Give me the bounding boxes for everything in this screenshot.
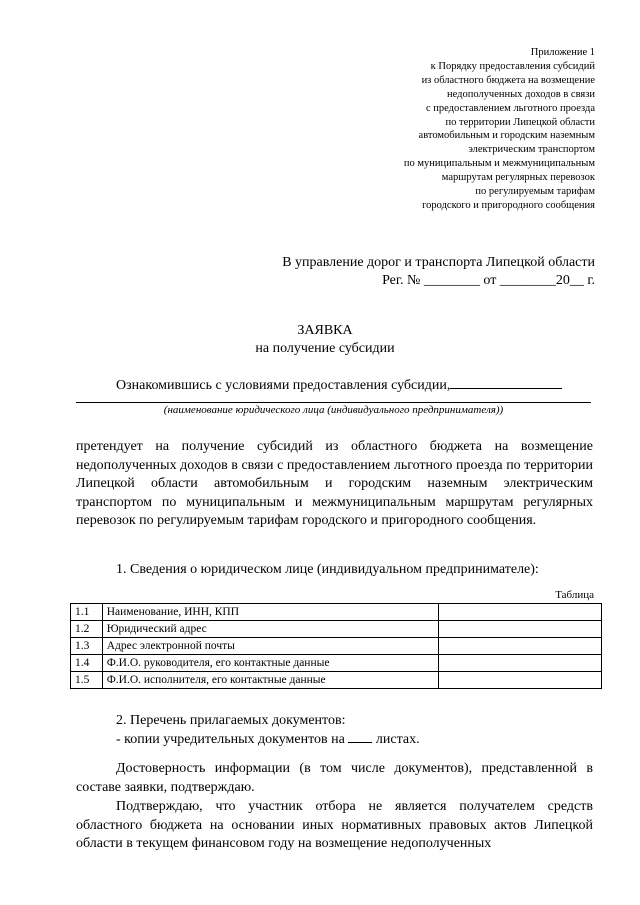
appendix-line: к Порядку предоставления субсидий [430, 60, 595, 72]
recipient-block [282, 254, 595, 290]
title-subtitle: на получение субсидии [255, 341, 395, 356]
row-number: 1.1 [71, 604, 103, 621]
confirmation-paragraph: Достоверность информации (в том числе документов), представленной в составе заявки, подтверждаю. [76, 761, 593, 795]
organization-rule [76, 402, 591, 403]
appendix-line: автомобильным и городским наземным [418, 130, 595, 142]
not-recipient-paragraph: Подтверждаю, что участник отбора не является получателем средств областного бюджета на основании иных нормативных правовых актов Липецкой области в текущем финансовом году на возмещение недополученных [76, 799, 593, 851]
appendix-line: по муниципальным и межмуниципальным [403, 158, 595, 170]
table-label: Таблица [555, 589, 594, 601]
organization-caption: (наименование юридического лица (индивидуального предпринимателя)) [163, 404, 504, 416]
recipient-line: В управление дорог и транспорта Липецкой области [282, 255, 595, 270]
section2-block [116, 712, 420, 749]
acquaint-line [116, 376, 562, 394]
section2-heading: 2. Перечень прилагаемых документов: [116, 713, 346, 728]
table-row [71, 638, 602, 655]
appendix-line: по территории Липецкой области [445, 116, 595, 128]
title-main: ЗАЯВКА [297, 323, 353, 338]
claim-paragraph: претендует на получение субсидий из областного бюджета на возмещение недополученных доходов в связи с предоставлением льготного проезда по территории Липецкой области автомобильным и городским наземным электрическим транспортом по муниципальным и межмуниципальным маршрутам регулярных перевозок по регулируемым тарифам городского и пригородного сообщения. [76, 439, 593, 528]
appendix-line: из областного бюджета на возмещение [421, 74, 595, 86]
row-name: Адрес электронной почты [102, 638, 439, 655]
row-number: 1.2 [71, 621, 103, 638]
appendix-line: маршрутам регулярных перевозок [441, 172, 595, 184]
document-title [60, 322, 590, 358]
row-number: 1.4 [71, 655, 103, 672]
appendix-header [295, 46, 595, 213]
row-value [439, 672, 602, 689]
row-value [439, 621, 602, 638]
row-number: 1.5 [71, 672, 103, 689]
appendix-line: с предоставлением льготного проезда [425, 102, 595, 114]
row-name: Юридический адрес [102, 621, 439, 638]
documents-item [116, 730, 420, 749]
registration-line: Рег. № ________ от ________20__ г. [382, 273, 595, 288]
appendix-line: городского и пригородного сообщения [422, 199, 595, 211]
appendix-line: Приложение 1 [530, 47, 595, 58]
row-number: 1.3 [71, 638, 103, 655]
sheets-count-blank [348, 730, 372, 743]
appendix-line: по регулируемым тарифам [475, 186, 595, 198]
info-table [70, 603, 602, 689]
row-name: Ф.И.О. исполнителя, его контактные данные [102, 672, 439, 689]
table-row [71, 604, 602, 621]
row-value [439, 655, 602, 672]
table-row [71, 621, 602, 638]
acquaint-text: Ознакомившись с условиями предоставления субсидии, [116, 378, 451, 393]
appendix-line: электрическим транспортом [468, 144, 595, 156]
table-row [71, 655, 602, 672]
documents-item-suffix: листах. [375, 732, 420, 747]
row-value [439, 604, 602, 621]
section1-heading: 1. Сведения о юридическом лице (индивидуальном предпринимателе): [116, 562, 539, 577]
documents-item-prefix: - копии учредительных документов на [116, 732, 345, 747]
row-value [439, 638, 602, 655]
row-name: Наименование, ИНН, КПП [102, 604, 439, 621]
row-name: Ф.И.О. руководителя, его контактные данные [102, 655, 439, 672]
appendix-line: недополученных доходов в связи [446, 88, 595, 100]
table-row [71, 672, 602, 689]
organization-blank [450, 376, 562, 389]
